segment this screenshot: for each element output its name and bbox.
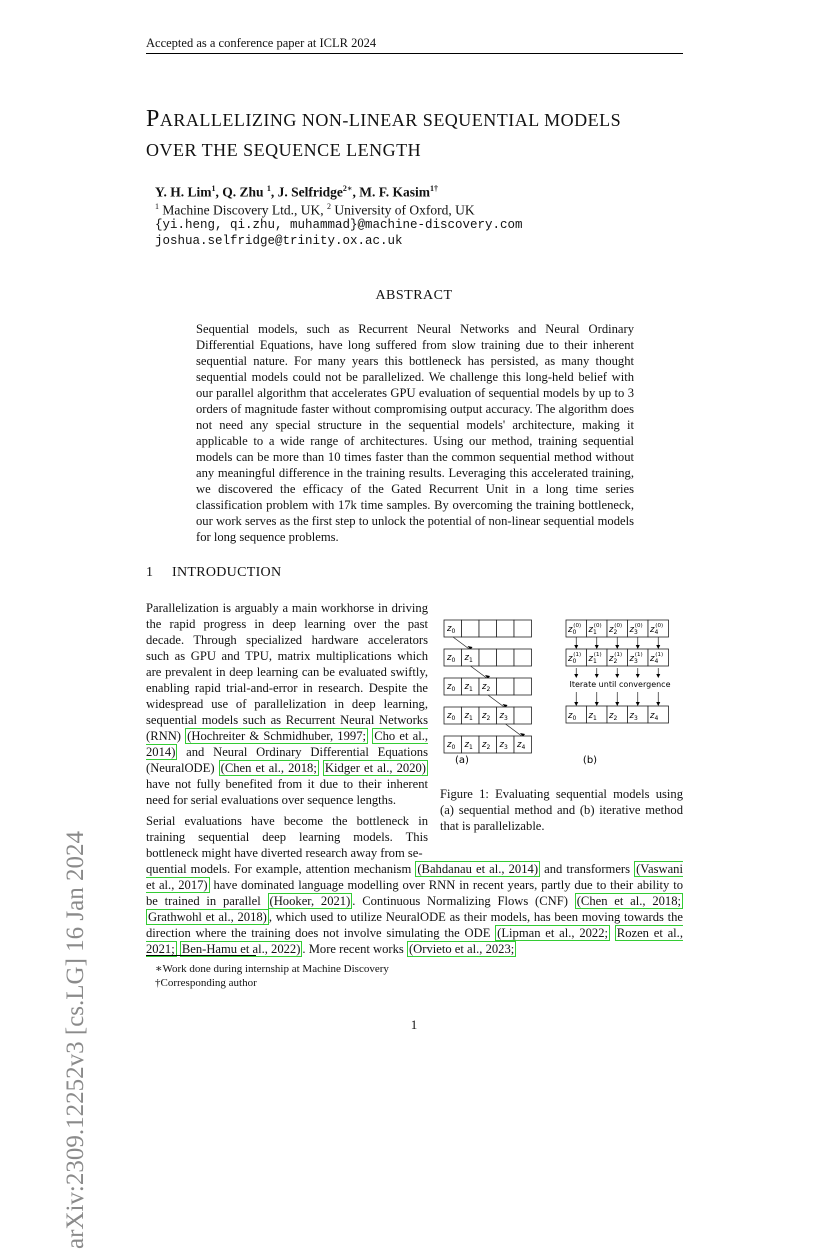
cell-label: $z_4(0)$	[650, 623, 664, 636]
cell-subscript: 1	[592, 658, 597, 665]
section-title: INTRODUCTION	[172, 565, 282, 580]
grid-cell	[497, 649, 515, 666]
author-list	[155, 183, 438, 201]
grid-cell	[514, 649, 532, 666]
cell-subscript: 3	[503, 744, 508, 751]
cell-subscript: 2	[486, 715, 491, 722]
p3-text-c: have dominated language modelling over RNN in recent years, partly due to their ability to be trained in parallel	[146, 878, 683, 908]
cell-superscript: (1)	[655, 652, 664, 658]
author-3: , J. Selfridge	[270, 184, 343, 200]
arrow-head	[656, 645, 660, 649]
cell-label: $z_1$	[464, 740, 473, 751]
arrow-line	[506, 724, 524, 737]
footnote-2: †Corresponding author	[155, 977, 257, 989]
arrow-head	[574, 674, 578, 678]
cell-label: $z_2(0)$	[609, 623, 623, 636]
cell-label: $z_3$	[499, 711, 508, 722]
title-line-1: ARALLELIZING NON-LINEAR SEQUENTIAL MODELS	[159, 110, 622, 130]
grid-cell	[462, 620, 480, 637]
cell-label: $z_0$	[568, 711, 577, 722]
header-rule	[146, 53, 683, 54]
cell-subscript: 4	[521, 744, 526, 751]
cell-label: $z_2$	[482, 711, 491, 722]
cell-subscript: 2	[613, 715, 618, 722]
cell-subscript: 1	[592, 715, 597, 722]
author-2-sup: 1	[266, 184, 271, 193]
author-4: , M. F. Kasim	[352, 184, 430, 200]
cell-label: $z_1$	[464, 653, 473, 664]
citation-link[interactable]: (Chen et al., 2018;	[220, 761, 317, 775]
affil-sup-2: 2	[326, 202, 331, 211]
cell-superscript: (0)	[573, 623, 582, 629]
cell-label: $z_0$	[447, 682, 456, 693]
cell-label: $z_0$	[447, 740, 456, 751]
citation-link[interactable]: (Orvieto et al., 2023;	[408, 942, 515, 956]
cell-subscript: 1	[468, 715, 473, 722]
affil-1: Machine Discovery Ltd., UK,	[159, 202, 327, 218]
citation-link[interactable]: Grathwohl et al., 2018)	[148, 910, 267, 924]
arxiv-identifier[interactable]: arXiv:2309.12252v3 [cs.LG] 16 Jan 2024	[62, 831, 89, 1249]
arrow-head	[595, 645, 599, 649]
arrow-line	[453, 637, 471, 650]
cell-subscript: 0	[451, 686, 456, 693]
cell-subscript: 3	[633, 715, 638, 722]
arrow-head	[656, 702, 660, 706]
cell-subscript: 2	[486, 744, 491, 751]
cell-subscript: 1	[468, 744, 473, 751]
paper-title	[146, 104, 706, 165]
cell-superscript: (1)	[614, 652, 623, 658]
cell-label: $z_2$	[482, 682, 491, 693]
arrow-head	[574, 645, 578, 649]
grid-cell	[514, 678, 532, 695]
title-initial: P	[146, 106, 160, 132]
title-line-2: OVER THE SEQUENCE LENGTH	[146, 140, 422, 160]
cell-subscript: 4	[654, 715, 659, 722]
section-number: 1	[146, 565, 153, 580]
arrow-line	[488, 695, 506, 708]
p1-text-a: Parallelization is arguably a main workhorse in driving the rapid progress in deep learning over the past decade. Through specialized hardware accelerators such as GPU and TPU, matrix multiplications which are prevalent in deep learning can be evaluated swiftly, enabling rapid trial-and-error in research. Despite the widespread use of parallelization in deep learning, sequential models such as Recurrent Neural Networks (RNN)	[146, 601, 428, 743]
cell-subscript: 2	[613, 629, 618, 636]
cell-label: $z_0$	[447, 711, 456, 722]
cell-label: $z_0(1)$	[568, 652, 582, 665]
cell-subscript: 4	[654, 658, 659, 665]
cell-superscript: (1)	[634, 652, 643, 658]
figure-label-a: (a)	[455, 755, 469, 766]
affil-sup-1: 1	[155, 202, 159, 211]
iterate-label: Iterate until convergence	[569, 680, 671, 689]
cell-subscript: 0	[451, 715, 456, 722]
grid-cell	[497, 620, 515, 637]
arrow-head	[574, 702, 578, 706]
p3-text-e: , which used to utilize NeuralODE as their models, has been moving towards the direction where the training does not involve simulating the ODE	[146, 910, 683, 940]
citation-link[interactable]: (Chen et al., 2018;	[576, 894, 681, 908]
page-number: 1	[410, 1017, 418, 1032]
cell-label: $z_1(0)$	[588, 623, 602, 636]
p3-text-d: . Continuous Normalizing Flows (CNF)	[352, 894, 575, 908]
cell-label: $z_0(0)$	[568, 623, 582, 636]
cell-label: $z_1(1)$	[588, 652, 602, 665]
grid-cell	[479, 620, 497, 637]
cell-label: $z_2$	[609, 711, 618, 722]
cell-label: $z_3$	[629, 711, 638, 722]
arrow-head	[636, 702, 640, 706]
cell-label: $z_3(1)$	[629, 652, 643, 665]
cell-label: $z_4$	[650, 711, 659, 722]
arrow-head	[636, 645, 640, 649]
citation-link[interactable]: (Hooker, 2021)	[269, 894, 351, 908]
cell-subscript: 3	[633, 629, 638, 636]
cell-label: $z_0$	[447, 653, 456, 664]
cell-label: $z_2(1)$	[609, 652, 623, 665]
p1-text-c: have not fully benefited from it due to their inherent need for serial evaluations over sequence lengths.	[146, 777, 428, 807]
citation-link[interactable]: (Bahdanau et al., 2014)	[417, 862, 539, 876]
cell-subscript: 2	[613, 658, 618, 665]
intro-paragraph-2: Serial evaluations have become the bottleneck in training sequential deep learning models. This bottleneck might have diverted research away from se-	[146, 814, 428, 860]
citation-link[interactable]: Ben-Hamu et al., 2022)	[181, 942, 301, 956]
cell-superscript: (1)	[573, 652, 582, 658]
cell-superscript: (0)	[655, 623, 664, 629]
footnote-1: ∗Work done during internship at Machine Discovery	[155, 963, 389, 975]
grid-cell	[497, 678, 515, 695]
cell-subscript: 0	[451, 657, 456, 664]
affiliations	[155, 202, 475, 219]
cell-subscript: 1	[592, 629, 597, 636]
cell-label: $z_1$	[464, 682, 473, 693]
abstract-text: Sequential models, such as Recurrent Neural Networks and Neural Ordinary Differential Equations, have long suffered from slow training due to their inherent sequential nature. For many years this bottleneck has persisted, as many thought sequential models could not be parallelized. We challenge this long-held belief with our parallel algorithm that accelerates GPU evaluation of sequential models by up to 3 orders of magnitude faster without compromising output accuracy. The algorithm does not need any special structure in the sequential models' architecture, making it applicable to a wide range of architectures. Using our method, training sequential models can be more than 10 times faster than the common sequential method without any meaningful difference in the training results. Leveraging this accelerated training, we discovered the efficacy of the Gated Recurrent Unit in a long time series classification problem with 17k time samples. By overcoming the training bottleneck, our work serves as the first step to unlock the potential of non-linear sequential models for long sequence problems.	[196, 322, 634, 544]
cell-label: $z_3$	[499, 740, 508, 751]
figure-label-b: (b)	[582, 755, 598, 766]
sequential-method-panel	[444, 620, 532, 753]
cell-subscript: 1	[468, 686, 473, 693]
intro-paragraph-2-cont	[146, 861, 683, 957]
p1-text-b: and Neural Ordinary Differential Equations (NeuralODE)	[146, 745, 428, 775]
cell-label: $z_3(0)$	[629, 623, 643, 636]
conference-header: Accepted as a conference paper at ICLR 2024	[146, 36, 377, 50]
cell-label: $z_2$	[482, 740, 491, 751]
arrow-head	[615, 645, 619, 649]
cell-subscript: 0	[572, 629, 577, 636]
arrow-head	[595, 702, 599, 706]
p3-text-f: . More recent works	[302, 942, 407, 956]
arrow-head	[615, 702, 619, 706]
cell-subscript: 0	[451, 744, 456, 751]
arrow-line	[471, 666, 489, 679]
figure-caption: Figure 1: Evaluating sequential models using (a) sequential method and (b) iterative method that is parallelizable.	[440, 787, 683, 833]
cell-label: $z_4(1)$	[650, 652, 664, 665]
cell-superscript: (0)	[634, 623, 643, 629]
cell-subscript: 3	[503, 715, 508, 722]
cell-superscript: (1)	[593, 652, 602, 658]
cell-label: $z_1$	[464, 711, 473, 722]
author-1-sup: 1	[211, 184, 216, 193]
arrow-head	[595, 674, 599, 678]
author-1: Y. H. Lim	[155, 184, 212, 200]
citation-link[interactable]: (Vaswani et al., 2017)	[146, 862, 683, 892]
figure-1-diagram	[440, 612, 690, 772]
cell-subscript: 0	[572, 715, 577, 722]
arrow-head	[636, 674, 640, 678]
author-3-sup: 2∗	[342, 184, 353, 193]
email-line-2[interactable]: joshua.selfridge@trinity.ox.ac.uk	[155, 234, 403, 248]
abstract-heading: ABSTRACT	[375, 288, 453, 303]
citation-link[interactable]: Cho et al., 2014)	[146, 729, 429, 759]
iterative-method-panel	[566, 620, 669, 723]
cell-subscript: 0	[451, 628, 456, 635]
author-2: , Q. Zhu	[215, 184, 267, 200]
cell-label: $z_0$	[447, 624, 456, 635]
citation-link[interactable]: (Hochreiter & Schmidhuber, 1997;	[187, 729, 366, 743]
citation-link[interactable]: Rozen et al., 2021;	[146, 926, 683, 956]
cell-subscript: 1	[468, 657, 473, 664]
cell-subscript: 4	[654, 629, 659, 636]
cell-superscript: (0)	[593, 623, 602, 629]
cell-subscript: 2	[486, 686, 491, 693]
author-4-sup: 1†	[429, 184, 438, 193]
cell-subscript: 0	[572, 658, 577, 665]
arrow-head	[615, 674, 619, 678]
affil-2: University of Oxford, UK	[330, 202, 475, 218]
citation-link[interactable]: (Lipman et al., 2022;	[497, 926, 609, 940]
email-line-1[interactable]: {yi.heng, qi.zhu, muhammad}@machine-discovery.com	[155, 218, 523, 232]
grid-cell	[514, 707, 532, 724]
footnote-rule	[146, 955, 256, 956]
grid-cell	[479, 649, 497, 666]
intro-paragraph-1	[146, 600, 428, 808]
cell-label: $z_4$	[517, 740, 526, 751]
grid-cell	[514, 620, 532, 637]
citation-link[interactable]: Kidger et al., 2020)	[324, 761, 427, 775]
cell-superscript: (0)	[614, 623, 623, 629]
arrow-head	[656, 674, 660, 678]
p3-text-b: and transformers	[540, 862, 635, 876]
cell-subscript: 3	[633, 658, 638, 665]
cell-label: $z_1$	[588, 711, 597, 722]
p3-text-a: quential models. For example, attention mechanism	[146, 862, 416, 876]
